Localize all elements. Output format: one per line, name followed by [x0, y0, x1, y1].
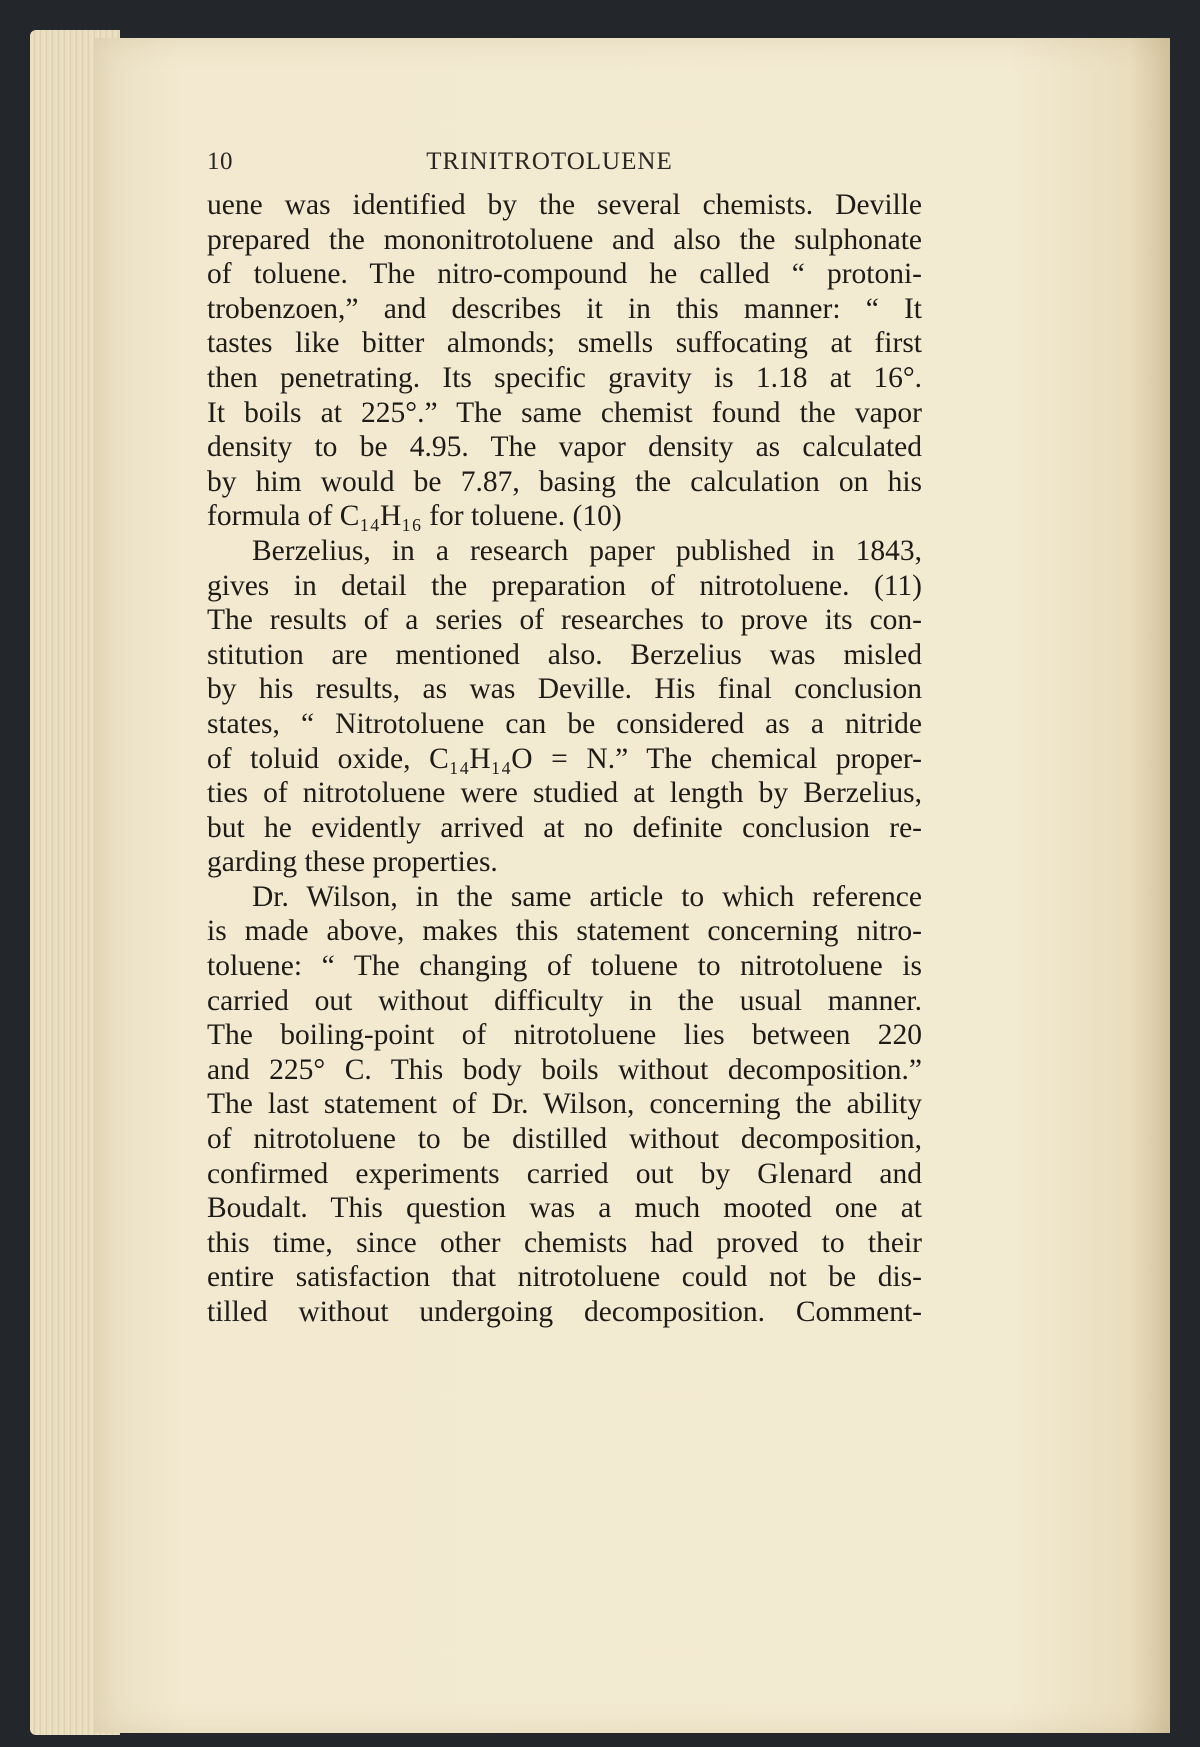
text-line: tastes like bitter almonds; smells suffocating at first [207, 327, 922, 360]
text-line: confirmed experiments carried out by Glenard and [207, 1157, 922, 1190]
text-line: trobenzoen,” and describes it in this manner: “ It [207, 292, 922, 325]
text-line: ties of nitrotoluene were studied at length by Berzelius, [207, 777, 922, 810]
text-line: prepared the mononitrotoluene and also the sulphonate [207, 223, 922, 256]
text-line: garding these properties. [207, 846, 498, 879]
text-line: The boiling-point of nitrotoluene lies between 220 [207, 1019, 922, 1052]
text-line: states, “ Nitrotoluene can be considered as a nitride [207, 707, 922, 740]
paragraph-start-line: Dr. Wilson, in the same article to which reference [252, 880, 922, 913]
text-line: of toluene. The nitro-compound he called “ protoni- [207, 258, 922, 291]
paragraph-start-line: Berzelius, in a research paper published in 1843, [252, 534, 922, 567]
page-gutter-shadow [1130, 38, 1170, 1733]
text-line: and 225° C. This body boils without decomposition.” [207, 1053, 922, 1086]
text-line: tilled without undergoing decomposition. Comment- [207, 1296, 922, 1328]
text-line: entire satisfaction that nitrotoluene could not be dis- [207, 1261, 922, 1294]
body-text [207, 188, 922, 1330]
text-line: uene was identified by the several chemists. Deville [207, 189, 922, 221]
text-line: this time, since other chemists had proved to their [207, 1226, 922, 1259]
text-line: toluene: “ The changing of toluene to nitrotoluene is [207, 950, 922, 983]
text-line: of toluid oxide, C₁₄H₁₄O = N.” The chemical proper- [207, 742, 922, 775]
text-line: of nitrotoluene to be distilled without decomposition, [207, 1123, 922, 1156]
text-line: but he evidently arrived at no definite conclusion re- [207, 811, 922, 844]
text-line: density to be 4.95. The vapor density as calculated [207, 431, 922, 464]
text-line: by him would be 7.87, basing the calculation on his [207, 465, 922, 498]
text-line: Boudalt. This question was a much mooted one at [207, 1192, 922, 1225]
text-line: The last statement of Dr. Wilson, concerning the ability [207, 1088, 922, 1121]
text-line: stitution are mentioned also. Berzelius was misled [207, 638, 922, 671]
running-title: TRINITROTOLUENE [426, 148, 673, 175]
text-line: by his results, as was Deville. His final conclusion [207, 673, 922, 706]
text-line: It boils at 225°.” The same chemist found the vapor [207, 396, 922, 429]
text-line: gives in detail the preparation of nitrotoluene. (11) [207, 569, 922, 602]
page-number: 10 [207, 148, 233, 175]
text-line: The results of a series of researches to prove its con- [207, 604, 922, 637]
text-line: carried out without difficulty in the usual manner. [207, 984, 922, 1017]
running-head [207, 148, 892, 188]
text-line: is made above, makes this statement concerning nitro- [207, 915, 922, 948]
text-line: formula of C₁₄H₁₆ for toluene. (10) [207, 500, 622, 533]
text-line: then penetrating. Its specific gravity is 1.18 at 16°. [207, 361, 922, 394]
